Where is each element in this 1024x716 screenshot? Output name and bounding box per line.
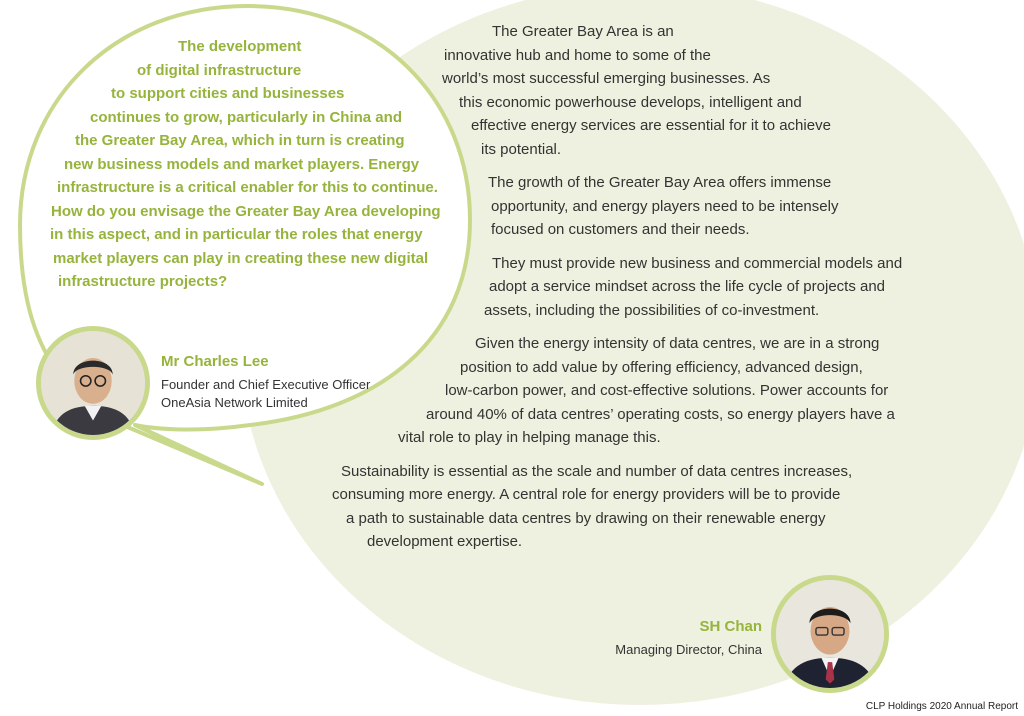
question-line: How do you envisage the Greater Bay Area developing <box>51 202 441 220</box>
answer-line: a path to sustainable data centres by drawing on their renewable energy <box>346 509 826 527</box>
question-line: The development <box>178 38 302 55</box>
answer-line: effective energy services are essential for it to achieve <box>471 117 831 134</box>
person-photo-icon <box>776 580 884 688</box>
questioner-name: Mr Charles Lee <box>161 353 269 370</box>
question-line: market players can play in creating these new digital <box>53 249 429 267</box>
answer-paragraph <box>300 252 960 323</box>
answer-line: focused on customers and their needs. <box>491 221 750 238</box>
question-line: new business models and market players. Energy <box>64 155 420 173</box>
answer-line: innovative hub and home to some of the <box>444 46 711 64</box>
avatar-sh-chan <box>771 575 889 693</box>
answer-line: vital role to play in helping manage this. <box>398 429 661 446</box>
footer-caption: CLP Holdings 2020 Annual Report <box>865 701 1018 712</box>
answer-line: around 40% of data centres’ operating costs, so energy players have a <box>426 405 895 423</box>
question-line: the Greater Bay Area, which in turn is creating <box>75 132 405 149</box>
answer-line: consuming more energy. A central role for energy providers will be to provide <box>332 486 841 503</box>
questioner-title: Founder and Chief Executive Officer <box>161 377 371 392</box>
answer-line: The Greater Bay Area is an <box>492 23 674 40</box>
respondent-name: SH Chan <box>699 618 762 635</box>
answer-paragraph <box>300 20 960 161</box>
answer-line: world’s most successful emerging businesses. As <box>442 70 771 87</box>
respondent-info <box>615 618 762 659</box>
answer-line: development expertise. <box>367 533 523 550</box>
answer-text <box>300 20 960 564</box>
answer-line: position to add value by offering efficiency, advanced design, <box>460 358 863 376</box>
answer-line: Given the energy intensity of data centres, we are in a strong <box>475 335 880 352</box>
question-line: to support cities and businesses <box>111 85 345 102</box>
questioner-company: OneAsia Network Limited <box>161 395 308 410</box>
respondent-title: Managing Director, China <box>615 642 762 657</box>
answer-line: this economic powerhouse develops, intelligent and <box>459 93 802 111</box>
answer-line: Sustainability is essential as the scale and number of data centres increases, <box>341 462 853 480</box>
question-line: infrastructure projects? <box>58 273 228 290</box>
avatar-charles-lee <box>36 326 150 440</box>
answer-line: They must provide new business and commercial models and <box>492 254 903 272</box>
answer-line: opportunity, and energy players need to be intensely <box>491 197 839 215</box>
question-line: continues to grow, particularly in China and <box>90 108 402 126</box>
answer-paragraph <box>300 460 960 554</box>
question-line: in this aspect, and in particular the roles that energy <box>50 226 423 243</box>
answer-paragraph <box>300 171 960 242</box>
question-line: of digital infrastructure <box>137 61 302 79</box>
answer-line: its potential. <box>481 140 562 158</box>
question-line: infrastructure is a critical enabler for this to continue. <box>57 179 438 196</box>
answer-paragraph <box>300 332 960 450</box>
person-photo-icon <box>41 331 145 435</box>
answer-line: adopt a service mindset across the life cycle of projects and <box>489 278 886 295</box>
answer-line: assets, including the possibilities of co-investment. <box>484 301 820 319</box>
answer-line: The growth of the Greater Bay Area offers immense <box>488 174 832 191</box>
answer-line: low-carbon power, and cost-effective solutions. Power accounts for <box>445 382 889 399</box>
